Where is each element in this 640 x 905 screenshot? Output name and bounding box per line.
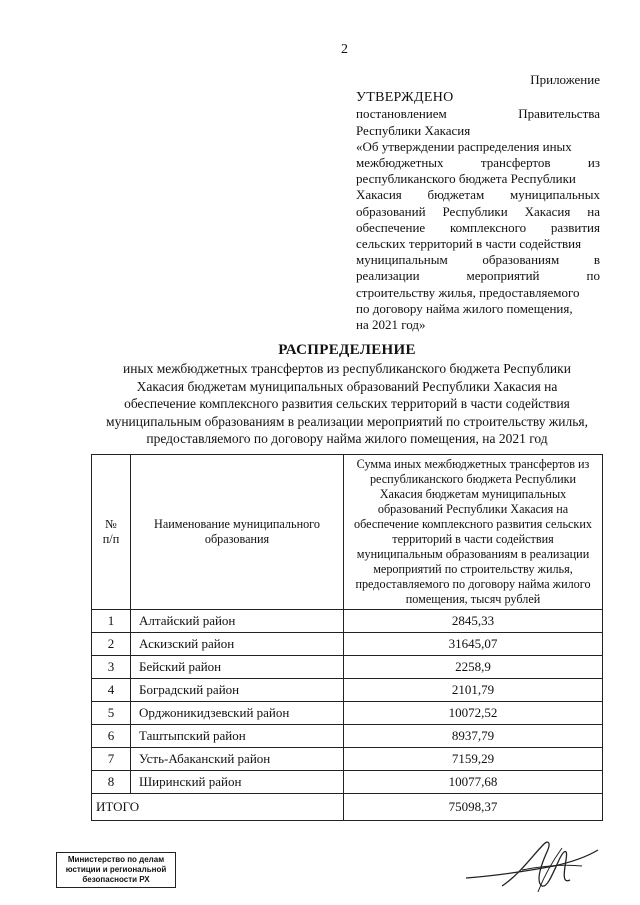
approval-line — [356, 236, 600, 252]
header-number: № п/п — [92, 455, 131, 610]
approval-line — [356, 139, 600, 155]
approval-line — [356, 106, 600, 122]
approval-word: образованиям — [482, 252, 560, 268]
approval-word: Республики — [442, 203, 508, 219]
row-name: Орджоникидзевский район — [131, 702, 344, 725]
ministry-stamp — [56, 852, 176, 888]
table-row — [92, 702, 603, 725]
approval-word: в — [593, 252, 600, 268]
subtitle-line: обеспечение комплексного развития сельских территорий в части содействия — [124, 396, 570, 411]
approval-word: на — [587, 203, 600, 219]
approval-line — [356, 268, 600, 284]
row-number: 5 — [92, 702, 131, 725]
row-number: 6 — [92, 725, 131, 748]
approval-word: по — [586, 268, 600, 284]
signature — [462, 826, 602, 898]
row-name: Ширинский район — [131, 771, 344, 794]
approval-block — [356, 72, 600, 333]
approval-word: из — [587, 155, 600, 171]
row-value: 8937,79 — [344, 725, 603, 748]
approval-word: образований — [356, 203, 426, 219]
approval-line — [356, 301, 600, 317]
row-name: Боградский район — [131, 679, 344, 702]
stamp-line: безопасности РХ — [82, 875, 150, 884]
approval-word: «Об утверждении распределения иных — [356, 138, 572, 154]
stamp-line: Министерство по делам — [67, 855, 165, 864]
table-header-row — [92, 455, 603, 610]
approval-word: муниципальным — [356, 252, 448, 268]
approved-label: УТВЕРЖДЕНО — [356, 90, 454, 106]
approval-word: постановлением — [356, 106, 447, 122]
approval-word: трансфертов — [480, 155, 551, 171]
row-value: 10072,52 — [344, 702, 603, 725]
distribution-table — [91, 454, 603, 821]
approval-line — [356, 317, 600, 333]
row-value: 2101,79 — [344, 679, 603, 702]
row-number: 8 — [92, 771, 131, 794]
row-name: Алтайский район — [131, 610, 344, 633]
approval-line — [356, 285, 600, 301]
subtitle-line: предоставляемого по договору найма жилого помещения, на 2021 год — [146, 431, 548, 446]
approval-word: Правительства — [518, 106, 600, 122]
document-subtitle — [90, 360, 604, 448]
subtitle-line: Хакасия бюджетам муниципальных образований Республики Хакасия на — [136, 378, 558, 394]
approval-word: обеспечение — [356, 219, 426, 235]
total-value: 75098,37 — [344, 794, 603, 821]
approval-word: по договору найма жилого помещения, — [356, 300, 573, 316]
total-label: ИТОГО — [92, 794, 344, 821]
row-number: 4 — [92, 679, 131, 702]
approval-word: строительству жилья, предоставляемого — [356, 284, 580, 300]
row-number: 3 — [92, 656, 131, 679]
row-value: 7159,29 — [344, 748, 603, 771]
row-value: 2258,9 — [344, 656, 603, 679]
approval-word: сельских территорий в части содействия — [356, 236, 582, 252]
approval-line — [356, 220, 600, 236]
approval-line — [356, 171, 600, 187]
table-row — [92, 656, 603, 679]
row-name: Бейский район — [131, 656, 344, 679]
row-name: Таштыпский район — [131, 725, 344, 748]
row-value: 10077,68 — [344, 771, 603, 794]
approval-line — [356, 155, 600, 171]
approval-text — [356, 106, 600, 333]
table-row — [92, 771, 603, 794]
row-value: 31645,07 — [344, 633, 603, 656]
stamp-line: юстиции и региональной — [65, 865, 167, 874]
approval-word: Хакасия — [524, 203, 571, 219]
table-row — [92, 679, 603, 702]
total-row — [92, 794, 603, 821]
row-number: 7 — [92, 748, 131, 771]
approval-line — [356, 204, 600, 220]
approval-word: республиканского бюджета Республики — [356, 171, 576, 187]
row-number: 2 — [92, 633, 131, 656]
approval-word: развития — [550, 219, 600, 235]
table-row — [92, 748, 603, 771]
approval-word: реализации — [356, 268, 420, 284]
approval-word: Республики Хакасия — [356, 122, 471, 138]
annex-label: Приложение — [530, 72, 600, 87]
page-number: 2 — [341, 42, 348, 57]
table-row — [92, 725, 603, 748]
header-sum: Сумма иных межбюджетных трансфертов из республиканского бюджета Республики Хакасия бюджетам муниципальных образований Республики Хакасия на обеспечение комплексного развития сельских территорий в части содействия муниципальным образованиям в реализации мероприятий по строительству жилья, предоставляемого по договору найма жилого помещения, тысяч рублей — [344, 455, 603, 610]
document-title: РАСПРЕДЕЛЕНИЕ — [278, 342, 416, 358]
approval-line — [356, 123, 600, 139]
table-row — [92, 633, 603, 656]
subtitle-line: муниципальным образованиям в реализации мероприятий по строительству жилья, — [106, 413, 588, 429]
approval-word: межбюджетных — [356, 155, 444, 171]
approval-line — [356, 252, 600, 268]
table-row — [92, 610, 603, 633]
approval-word: мероприятий — [466, 268, 540, 284]
approval-word: на 2021 год» — [356, 317, 426, 333]
row-number: 1 — [92, 610, 131, 633]
approval-word: Хакасия — [356, 187, 402, 203]
row-value: 2845,33 — [344, 610, 603, 633]
subtitle-line: иных межбюджетных трансфертов из республиканского бюджета Республики — [123, 361, 571, 376]
approval-word: бюджетам — [427, 187, 485, 203]
approval-line — [356, 187, 600, 203]
row-name: Усть-Абаканский район — [131, 748, 344, 771]
row-name: Аскизский район — [131, 633, 344, 656]
header-name: Наименование муниципального образования — [131, 455, 344, 610]
approval-word: муниципальных — [509, 187, 600, 203]
approval-word: комплексного — [450, 219, 527, 235]
document-heading — [90, 341, 604, 448]
